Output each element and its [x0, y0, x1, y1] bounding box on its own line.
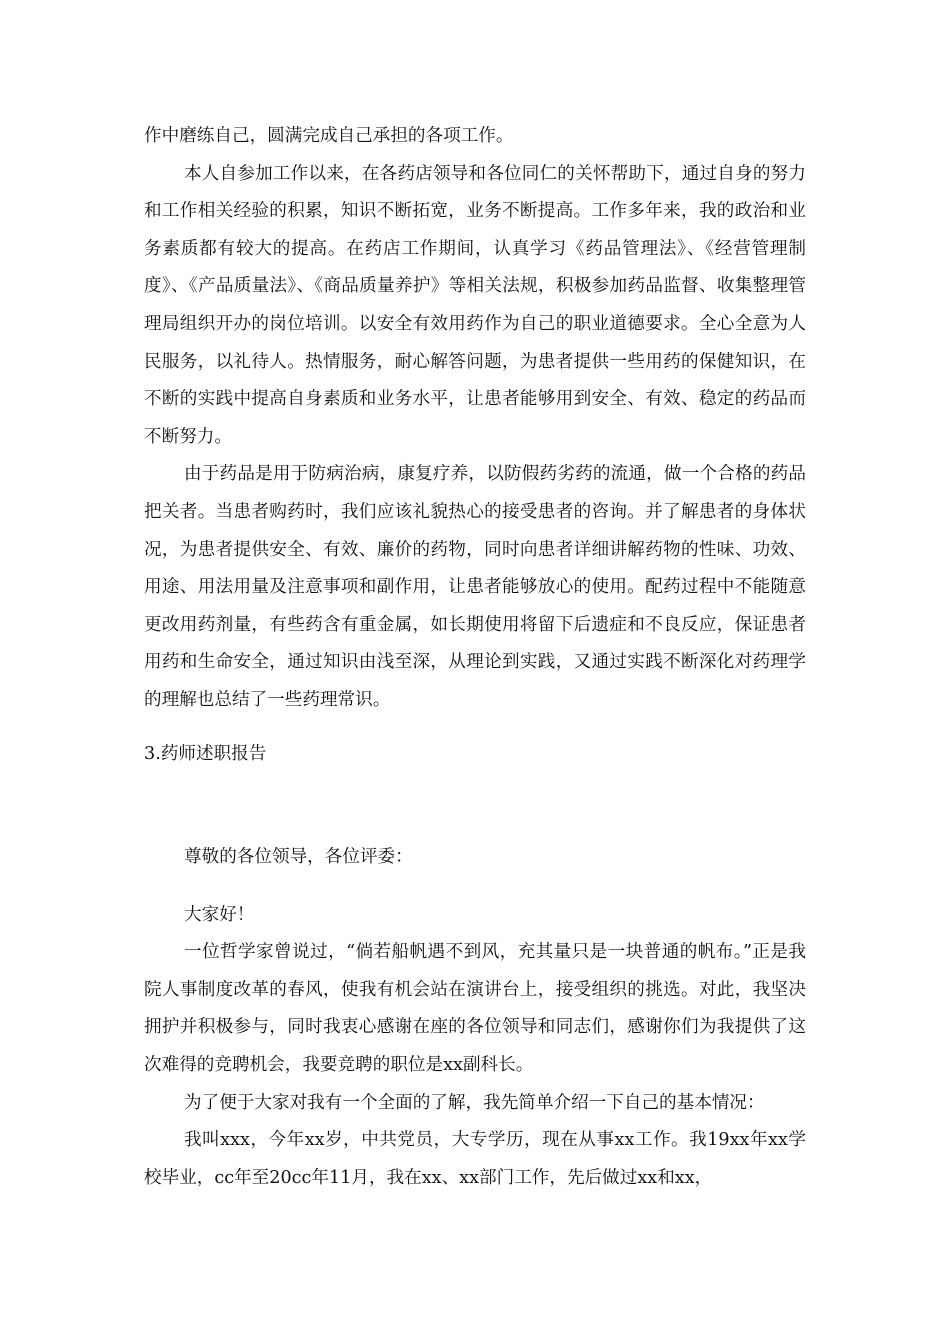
- document-page: [144, 118, 806, 1197]
- salutation: 尊敬的各位领导，各位评委：: [184, 847, 413, 868]
- paragraph-philosopher-quote: 一位哲学家曾说过，“倘若船帆遇不到风，充其量只是一块普通的帆布。”正是我院人事制度改革的春风，使我有机会站在演讲台上，接受组织的挑选。对此，我坚决拥护并积极参与，同时我衷心感谢在座的各位领导和同志们，感谢你们为我提供了这次难得的竞聘机会，我要竞聘的职位是xx副科长。: [144, 942, 806, 1076]
- greeting: 大家好！: [184, 904, 255, 925]
- paragraph-drug-safety: 由于药品是用于防病治病，康复疗养，以防假药劣药的流通，做一个合格的药品把关者。当患者购药时，我们应该礼貌热心的接受患者的咨询。并了解患者的身体状况，为患者提供安全、有效、廉价的药物，同时向患者详细讲解药物的性味、功效、用途、用法用量及注意事项和副作用，让患者能够放心的使用。配药过程中不能随意更改用药剂量，有些药含有重金属，如长期使用将留下后遗症和不良反应，保证患者用药和生命安全，通过知识由浅至深，从理论到实践，又通过实践不断深化对药理学的理解也总结了一些药理常识。: [144, 464, 806, 710]
- paragraph-continuation: 作中磨练自己，圆满完成自己承担的各项工作。: [144, 126, 514, 146]
- paragraph-work-experience: 本人自参加工作以来，在各药店领导和各位同仁的关怀帮助下，通过自身的努力和工作相关经验的积累，知识不断拓宽，业务不断提高。工作多年来，我的政治和业务素质都有较大的提高。在药店工作期间，认真学习《药品管理法》、《经营管理制度》、《产品质量法》、《商品质量养护》等相关法规，积极参加药品监督、收集整理管理局组织开办的岗位培训。以安全有效用药作为自己的职业道德要求。全心全意为人民服务，以礼待人。热情服务，耐心解答问题，为患者提供一些用药的保健知识，在不断的实践中提高自身素质和业务水平，让患者能够用到安全、有效、稳定的药品而不断努力。: [144, 163, 806, 447]
- paragraph-basic-info: 我叫xxx，今年xx岁，中共党员，大专学历，现在从事xx工作。我19xx年xx学校毕业，cc年至20cc年11月，我在xx、xx部门工作，先后做过xx和xx，: [144, 1130, 806, 1188]
- section-heading: 3.药师述职报告: [144, 743, 267, 764]
- blank-space: [144, 773, 806, 839]
- blank-space: [144, 877, 806, 897]
- paragraph-introduction: 为了便于大家对我有一个全面的了解，我先简单介绍一下自己的基本情况：: [184, 1092, 765, 1113]
